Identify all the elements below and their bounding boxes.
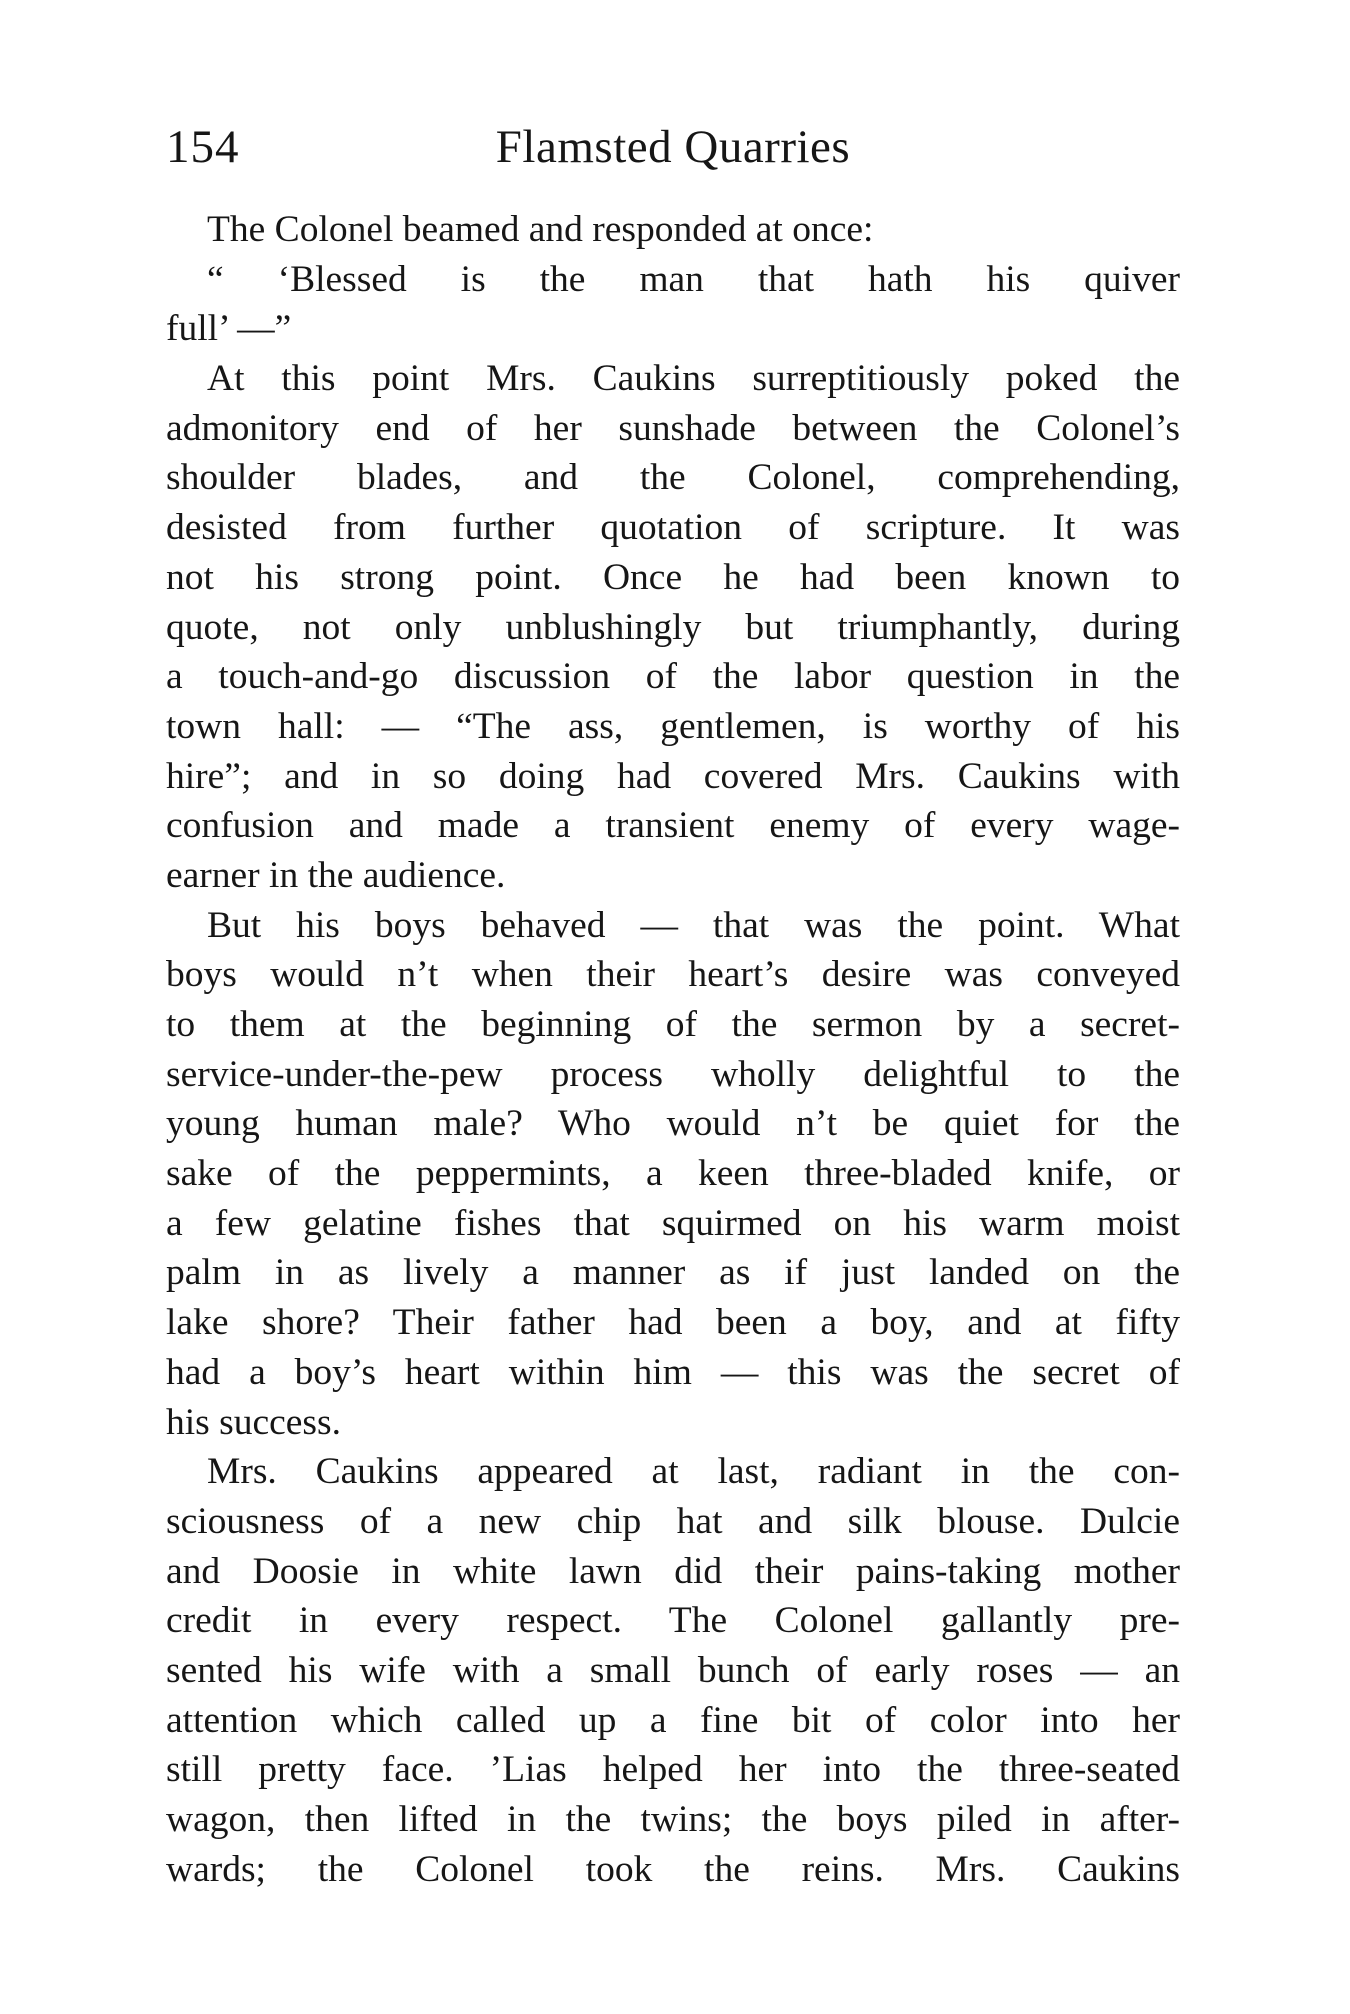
text-line: confusion and made a transient enemy of every wage- [166,805,1180,847]
text-line: to them at the beginning of the sermon by a secret- [166,1004,1180,1045]
text-line: hire”; and in so doing had covered Mrs. Caukins with [166,755,1180,797]
paragraph [166,205,1180,255]
text-line: had a boy’s heart within him — this was the secret of [166,1351,1180,1393]
text-line: admonitory end of her sunshade between the Colonel’s [166,407,1180,449]
text-line: sake of the peppermints, a keen three-bladed knife, or [166,1153,1180,1195]
text-line: still pretty face. ’Lias helped her into the three-seated [166,1749,1180,1791]
page-number: 154 [166,121,240,173]
paragraph [166,255,1180,354]
body-text [166,205,1180,1894]
text-line: “ ‘Blessed is the man that hath his quiver [207,258,1180,300]
text-line: But his boys behaved — that was the point. What [207,904,1180,946]
page-header [166,120,1180,190]
text-line: palm in as lively a manner as if just landed on the [166,1252,1180,1294]
text-line: earner in the audience. [166,854,506,896]
text-line: attention which called up a fine bit of color into her [166,1699,1180,1741]
text-line: and Doosie in white lawn did their pains-taking mother [166,1550,1180,1592]
text-line: young human male? Who would n’t be quiet for the [166,1103,1180,1145]
text-line: The Colonel beamed and responded at once: [207,209,874,250]
text-line: his success. [166,1401,341,1443]
paragraph [166,354,1180,901]
paragraph [166,1447,1180,1894]
text-line: not his strong point. Once he had been known to [166,556,1180,598]
paragraph [166,901,1180,1448]
text-line: Mrs. Caukins appeared at last, radiant in the con- [207,1451,1180,1493]
text-line: credit in every respect. The Colonel gallantly pre- [166,1600,1180,1642]
text-line: sciousness of a new chip hat and silk blouse. Dulcie [166,1500,1180,1542]
text-line: wards; the Colonel took the reins. Mrs. Caukins [166,1848,1180,1890]
text-line: shoulder blades, and the Colonel, comprehending, [166,457,1180,499]
text-line: town hall: — “The ass, gentlemen, is worthy of his [166,705,1180,747]
text-line: wagon, then lifted in the twins; the boys piled in after- [166,1799,1180,1840]
text-line: sented his wife with a small bunch of early roses — an [166,1649,1180,1691]
text-line: desisted from further quotation of scripture. It was [166,507,1180,549]
text-line: full’ —” [166,308,292,350]
text-line: boys would n’t when their heart’s desire was conveyed [166,954,1180,996]
text-line: a touch-and-go discussion of the labor question in the [166,656,1180,698]
text-line: service-under-the-pew process wholly delightful to the [166,1053,1180,1095]
text-line: At this point Mrs. Caukins surreptitiously poked the [207,358,1180,400]
running-title: Flamsted Quarries [495,121,851,173]
text-line: quote, not only unblushingly but triumphantly, during [166,606,1180,648]
text-line: a few gelatine fishes that squirmed on his warm moist [166,1202,1180,1244]
text-line: lake shore? Their father had been a boy, and at fifty [166,1302,1180,1344]
